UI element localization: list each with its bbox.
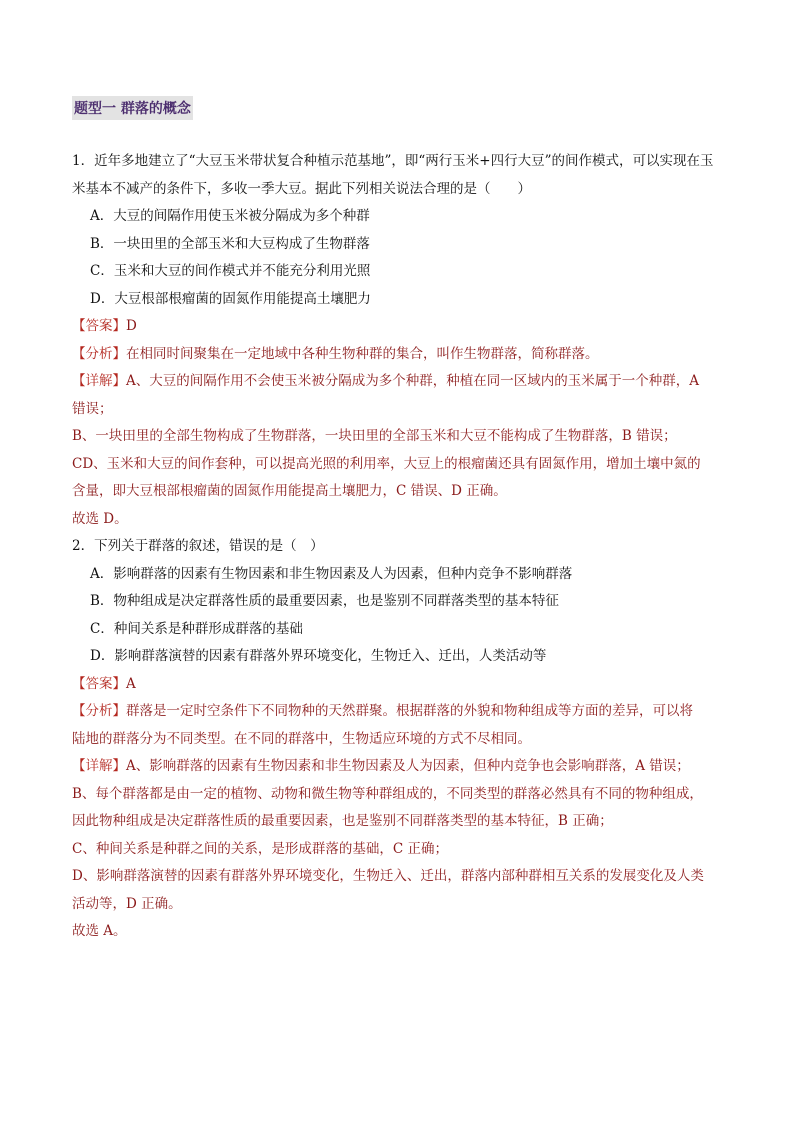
q1-detail-line4: CD、玉米和大豆的间作套种，可以提高光照的利用率，大豆上的根瘤菌还具有固氮作用，增加土壤中氮的 (72, 455, 701, 472)
q1-detail-tag: 【详解】 (72, 373, 126, 389)
q1-analysis-text: 在相同时间聚集在一定地域中各种生物种群的集合，叫作生物群落，简称群落。 (126, 345, 599, 362)
q2-answer-value: A (126, 675, 136, 692)
q2-answer-tag: 【答案】 (72, 675, 126, 692)
q2-analysis-tag: 【分析】 (72, 703, 126, 719)
q1-option-c: C．玉米和大豆的间作模式并不能充分利用光照 (90, 263, 371, 279)
q2-detail-tag: 【详解】 (72, 758, 126, 774)
q2-detail (72, 753, 724, 781)
q2-option-d: D．影响群落演替的因素有群落外界环境变化，生物迁入、迁出，人类活动等 (90, 648, 547, 664)
question-1 (72, 148, 724, 533)
q2-detail-line3: 因此物种组成是决定群落性质的最重要因素，也是鉴别不同群落类型的基本特征，B 正确； (72, 813, 613, 829)
q1-option-a: A．大豆的间隔作用使玉米被分隔成为多个种群 (90, 208, 370, 224)
q2-detail-line4: C、种间关系是种群之间的关系，是形成群落的基础，C 正确； (72, 840, 448, 857)
q2-detail-line1: A、影响群落的因素有生物因素和非生物因素及人为因素，但种内竞争也会影响群落，A 错误； (126, 758, 690, 774)
q2-detail-line5: D、影响群落演替的因素有群落外界环境变化，生物迁入、迁出，群落内部种群相互关系的发展变化及人类 (72, 868, 704, 884)
question-2 (72, 533, 724, 946)
q1-conclusion: 故选 D。 (72, 510, 128, 527)
q2-stem: 2．下列关于群落的叙述，错误的是（ ） (72, 538, 324, 554)
q1-detail-line5: 含量，即大豆根部根瘤菌的固氮作用能提高土壤肥力，C 错误、D 正确。 (72, 483, 507, 499)
q1-analysis-tag: 【分析】 (72, 345, 126, 362)
q2-detail-line2: B、每个群落都是由一定的植物、动物和微生物等种群组成的，不同类型的群落必然具有不同的物种组成， (72, 785, 703, 802)
q1-answer (72, 313, 724, 341)
section-title: 题型一 群落的概念 (72, 96, 193, 120)
document-page (72, 96, 724, 946)
q1-option-d: D．大豆根部根瘤菌的固氮作用能提高土壤肥力 (90, 290, 371, 307)
q2-conclusion: 故选 A。 (72, 923, 127, 939)
q1-stem-line2: 米基本不减产的条件下，多收一季大豆。据此下列相关说法合理的是（ ） (72, 180, 531, 197)
q2-analysis (72, 698, 724, 726)
q1-detail-line1: A、大豆的间隔作用不会使玉米被分隔成为多个种群，种植在同一区域内的玉米属于一个种群，A (126, 373, 699, 389)
q2-option-b: B．物种组成是决定群落性质的最重要因素，也是鉴别不同群落类型的基本特征 (90, 593, 559, 609)
q1-analysis (72, 341, 724, 369)
q1-detail-line2: 错误； (72, 400, 113, 417)
q2-option-c: C．种间关系是种群形成群落的基础 (90, 620, 303, 637)
q1-detail (72, 368, 724, 396)
q2-answer (72, 671, 724, 699)
q2-option-a: A．影响群落的因素有生物因素和非生物因素及人为因素，但种内竞争不影响群落 (90, 565, 573, 582)
q1-stem-line1: 1．近年多地建立了“大豆玉米带状复合种植示范基地”，即“两行玉米+四行大豆”的间作模式，可以实现在玉 (72, 153, 714, 169)
q2-analysis-line2: 陆地的群落分为不同类型。在不同的群落中，生物适应环境的方式不尽相同。 (72, 730, 531, 747)
q1-detail-line3: B、一块田里的全部生物构成了生物群落，一块田里的全部玉米和大豆不能构成了生物群落，B 错误； (72, 428, 677, 444)
q1-answer-value: D (126, 318, 137, 334)
q1-option-b: B．一块田里的全部玉米和大豆构成了生物群落 (90, 235, 370, 252)
q2-analysis-line1: 群落是一定时空条件下不同物种的天然群聚。根据群落的外貌和物种组成等方面的差异，可以将 (126, 703, 693, 719)
q1-answer-tag: 【答案】 (72, 318, 126, 334)
q2-detail-line6: 活动等，D 正确。 (72, 895, 182, 912)
